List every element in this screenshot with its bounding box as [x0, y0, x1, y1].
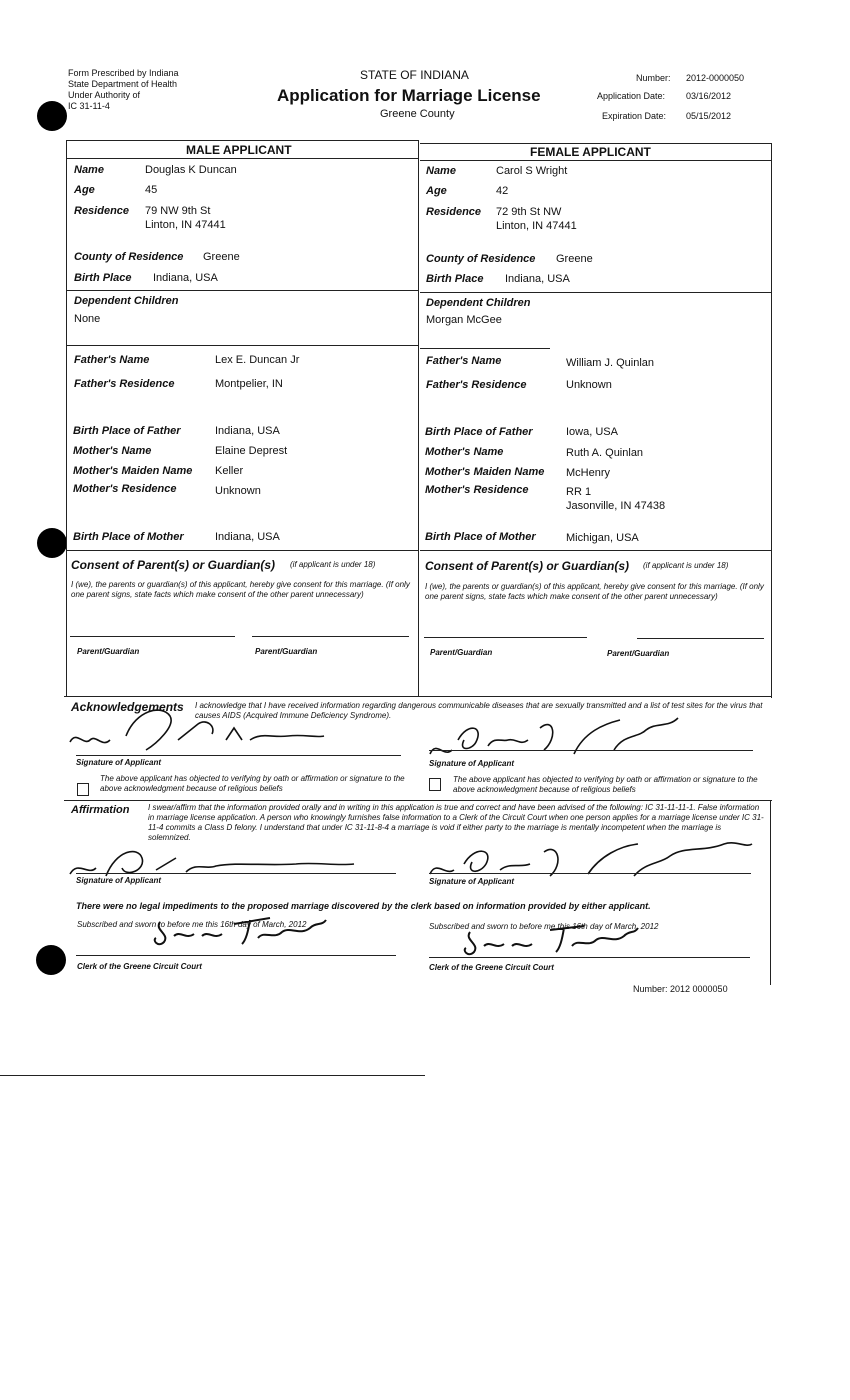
male-clerk-line	[76, 955, 396, 956]
row-divider-2-left	[66, 345, 418, 346]
female-consent-text: I (we), the parents or guardian(s) of this applicant, hereby give consent for this marriage. (If only one parent signs, state facts which make consent of the other parent unnecessary)	[425, 582, 764, 601]
application-date-label: Application Date:	[597, 91, 666, 101]
female-subscribed-statement: Subscribed and sworn to before me this 16th day of March, 2012	[429, 922, 659, 931]
female-dependent-children-value: Morgan McGee	[426, 314, 502, 326]
female-county-label: County of Residence	[426, 253, 536, 265]
female-birth-place-mother-value: Michigan, USA	[566, 532, 639, 544]
female-mothers-residence-line2: Jasonville, IN 47438	[566, 500, 666, 512]
female-ack-signature-line	[429, 750, 753, 751]
female-consent-label: Consent of Parent(s) or Guardian(s)	[425, 559, 630, 573]
female-birth-place-value: Indiana, USA	[505, 273, 570, 285]
male-age-value: 45	[145, 184, 158, 196]
female-birth-place-father-value: Iowa, USA	[566, 426, 618, 438]
male-ack-signature-line	[76, 755, 401, 756]
male-mothers-name-value: Elaine Deprest	[215, 445, 288, 457]
application-date-value: 03/16/2012	[686, 91, 732, 101]
male-dependent-children-label: Dependent Children	[74, 295, 179, 307]
male-birth-place-mother-value: Indiana, USA	[215, 531, 280, 543]
frame-top-right	[420, 143, 772, 144]
female-fathers-residence-label: Father's Residence	[426, 379, 527, 391]
female-parent-line-2	[637, 638, 764, 639]
female-objection-text: The above applicant has objected to verifying by oath or affirmation or signature to the above acknowledgment because of religious beliefs	[453, 775, 758, 794]
frame-lower-right	[770, 800, 771, 985]
male-ack-signature	[66, 700, 326, 760]
male-parent-guardian-label-1: Parent/Guardian	[77, 647, 140, 656]
male-parent-guardian-label-2: Parent/Guardian	[255, 647, 318, 656]
affirmation-top-line	[64, 800, 772, 801]
female-mothers-residence-label: Mother's Residence	[425, 484, 529, 496]
prescribed-line-3: Under Authority of	[68, 90, 141, 100]
frame-right	[771, 143, 772, 698]
female-birth-place-mother-label: Birth Place of Mother	[425, 531, 536, 543]
male-consent-label: Consent of Parent(s) or Guardian(s)	[71, 558, 276, 572]
female-residence-label: Residence	[426, 206, 482, 218]
female-name-label: Name	[426, 165, 456, 177]
female-name-value: Carol S Wright	[496, 165, 568, 177]
male-mothers-residence-label: Mother's Residence	[73, 483, 177, 495]
male-mothers-maiden-value: Keller	[215, 465, 244, 477]
row-divider-2-right	[420, 348, 550, 349]
female-age-value: 42	[496, 185, 509, 197]
male-affirmation-signature-label: Signature of Applicant	[76, 876, 162, 885]
female-ack-signature-label: Signature of Applicant	[429, 759, 515, 768]
male-county-value: Greene	[203, 251, 240, 263]
female-mothers-name-label: Mother's Name	[425, 446, 504, 458]
male-ack-signature-label: Signature of Applicant	[76, 758, 162, 767]
acknowledgement-text: I acknowledge that I have received information regarding dangerous communicable diseases that are sexually transmitted and a list of test sites for the virus that causes AIDS (Acquired Immune Deficiency Syndrome).	[195, 701, 763, 720]
male-residence-label: Residence	[74, 205, 130, 217]
row-divider-3-right	[420, 550, 772, 551]
prescribed-line-2: State Department of Health	[68, 79, 178, 89]
male-consent-text: I (we), the parents or guardian(s) of this applicant, hereby give consent for this marriage. (If only one parent signs, state facts which make consent of the other parent unnecessary)	[71, 580, 410, 599]
male-fathers-name-value: Lex E. Duncan Jr	[215, 354, 300, 366]
male-name-label: Name	[74, 164, 104, 176]
frame-left	[66, 140, 67, 696]
male-applicant-heading: MALE APPLICANT	[186, 143, 292, 157]
male-residence-line2: Linton, IN 47441	[145, 219, 226, 231]
female-clerk-signature	[460, 920, 640, 960]
male-age-label: Age	[74, 184, 95, 196]
frame-divider	[418, 140, 419, 696]
punch-hole-middle	[37, 528, 67, 558]
affirmation-text: I swear/affirm that the information provided orally and in writing in this application is true and correct and have been advised of the following: IC 31-11-11-1. False information in marriage license application. A person who knowingly furnishes false information to a Clerk of the Circuit Court when one person applies for a marriage license under IC 31-11-4 commits a Class D felony. I understand that under IC 31-11-8-4 a marriage is void if either party to the marriage is mentally incompetent when the marriage is solemnized.	[148, 803, 764, 842]
row-divider-3-left	[66, 550, 418, 551]
page-bottom-rule	[0, 1075, 425, 1076]
male-residence-line1: 79 NW 9th St	[145, 205, 211, 217]
ack-top-line	[64, 696, 772, 697]
punch-hole-top	[37, 101, 67, 131]
no-impediments-statement: There were no legal impediments to the proposed marriage discovered by the clerk based on information provided by either applicant.	[76, 901, 651, 911]
female-objection-checkbox[interactable]	[429, 778, 441, 791]
female-fathers-residence-value: Unknown	[566, 379, 612, 391]
male-birth-place-father-label: Birth Place of Father	[73, 425, 181, 437]
female-birth-place-father-label: Birth Place of Father	[425, 426, 533, 438]
female-clerk-label: Clerk of the Greene Circuit Court	[429, 963, 554, 972]
male-clerk-signature	[150, 910, 330, 950]
row-divider-1-right	[420, 292, 772, 293]
male-clerk-label: Clerk of the Greene Circuit Court	[77, 962, 202, 971]
male-mothers-maiden-label: Mother's Maiden Name	[73, 465, 193, 477]
frame-top-left	[66, 140, 418, 141]
male-parent-line-1	[70, 636, 235, 637]
male-name-value: Douglas K Duncan	[145, 164, 237, 176]
punch-hole-bottom	[36, 945, 66, 975]
male-consent-note: (if applicant is under 18)	[290, 560, 376, 569]
male-fathers-name-label: Father's Name	[74, 354, 150, 366]
female-mothers-residence-line1: RR 1	[566, 486, 592, 498]
number-value: 2012-0000050	[686, 73, 745, 83]
male-birth-place-label: Birth Place	[74, 272, 132, 284]
acknowledgements-label: Acknowledgements	[71, 700, 184, 714]
prescribed-line-1: Form Prescribed by Indiana	[68, 68, 179, 78]
male-objection-text: The above applicant has objected to verifying by oath or affirmation or signature to the above acknowledgment because of religious beliefs	[100, 774, 405, 793]
female-mothers-maiden-label: Mother's Maiden Name	[425, 466, 545, 478]
female-birth-place-label: Birth Place	[426, 273, 484, 285]
female-residence-line2: Linton, IN 47441	[496, 220, 577, 232]
county-heading: Greene County	[380, 108, 455, 120]
male-parent-line-2	[252, 636, 409, 637]
male-mothers-residence-value: Unknown	[215, 485, 261, 497]
expiration-date-label: Expiration Date:	[602, 111, 667, 121]
male-county-label: County of Residence	[74, 251, 184, 263]
female-residence-line1: 72 9th St NW	[496, 206, 562, 218]
female-age-label: Age	[426, 185, 447, 197]
female-affirmation-signature-line	[429, 873, 751, 874]
female-applicant-heading: FEMALE APPLICANT	[530, 145, 651, 159]
female-county-value: Greene	[556, 253, 593, 265]
female-fathers-name-label: Father's Name	[426, 355, 502, 367]
male-dependent-children-value: None	[74, 313, 101, 325]
female-parent-guardian-label-2: Parent/Guardian	[607, 649, 670, 658]
affirmation-label: Affirmation	[71, 804, 130, 816]
male-birth-place-value: Indiana, USA	[153, 272, 218, 284]
heading-underline-right	[420, 160, 772, 161]
female-fathers-name-value: William J. Quinlan	[566, 357, 655, 369]
female-parent-line-1	[424, 637, 587, 638]
state-heading: STATE OF INDIANA	[360, 68, 469, 82]
female-consent-note: (if applicant is under 18)	[643, 561, 729, 570]
male-fathers-residence-value: Montpelier, IN	[215, 378, 283, 390]
female-clerk-line	[429, 957, 750, 958]
female-mothers-maiden-value: McHenry	[566, 467, 611, 479]
male-mothers-name-label: Mother's Name	[73, 445, 152, 457]
number-label: Number:	[636, 73, 671, 83]
prescribed-line-4: IC 31-11-4	[68, 101, 110, 111]
female-affirmation-signature-label: Signature of Applicant	[429, 877, 515, 886]
expiration-date-value: 05/15/2012	[686, 111, 732, 121]
male-subscribed-statement: Subscribed and sworn to before me this 16th day of March, 2012	[77, 920, 307, 929]
female-mothers-name-value: Ruth A. Quinlan	[566, 447, 644, 459]
row-divider-1-left	[66, 290, 418, 291]
male-birth-place-mother-label: Birth Place of Mother	[73, 531, 184, 543]
heading-underline-left	[66, 158, 418, 159]
male-objection-checkbox[interactable]	[77, 783, 89, 796]
page-title: Application for Marriage License	[277, 86, 541, 105]
male-affirmation-signature-line	[76, 873, 396, 874]
male-birth-place-father-value: Indiana, USA	[215, 425, 280, 437]
male-fathers-residence-label: Father's Residence	[74, 378, 175, 390]
footer-number: Number: 2012 0000050	[633, 984, 728, 994]
female-dependent-children-label: Dependent Children	[426, 297, 531, 309]
female-parent-guardian-label-1: Parent/Guardian	[430, 648, 493, 657]
